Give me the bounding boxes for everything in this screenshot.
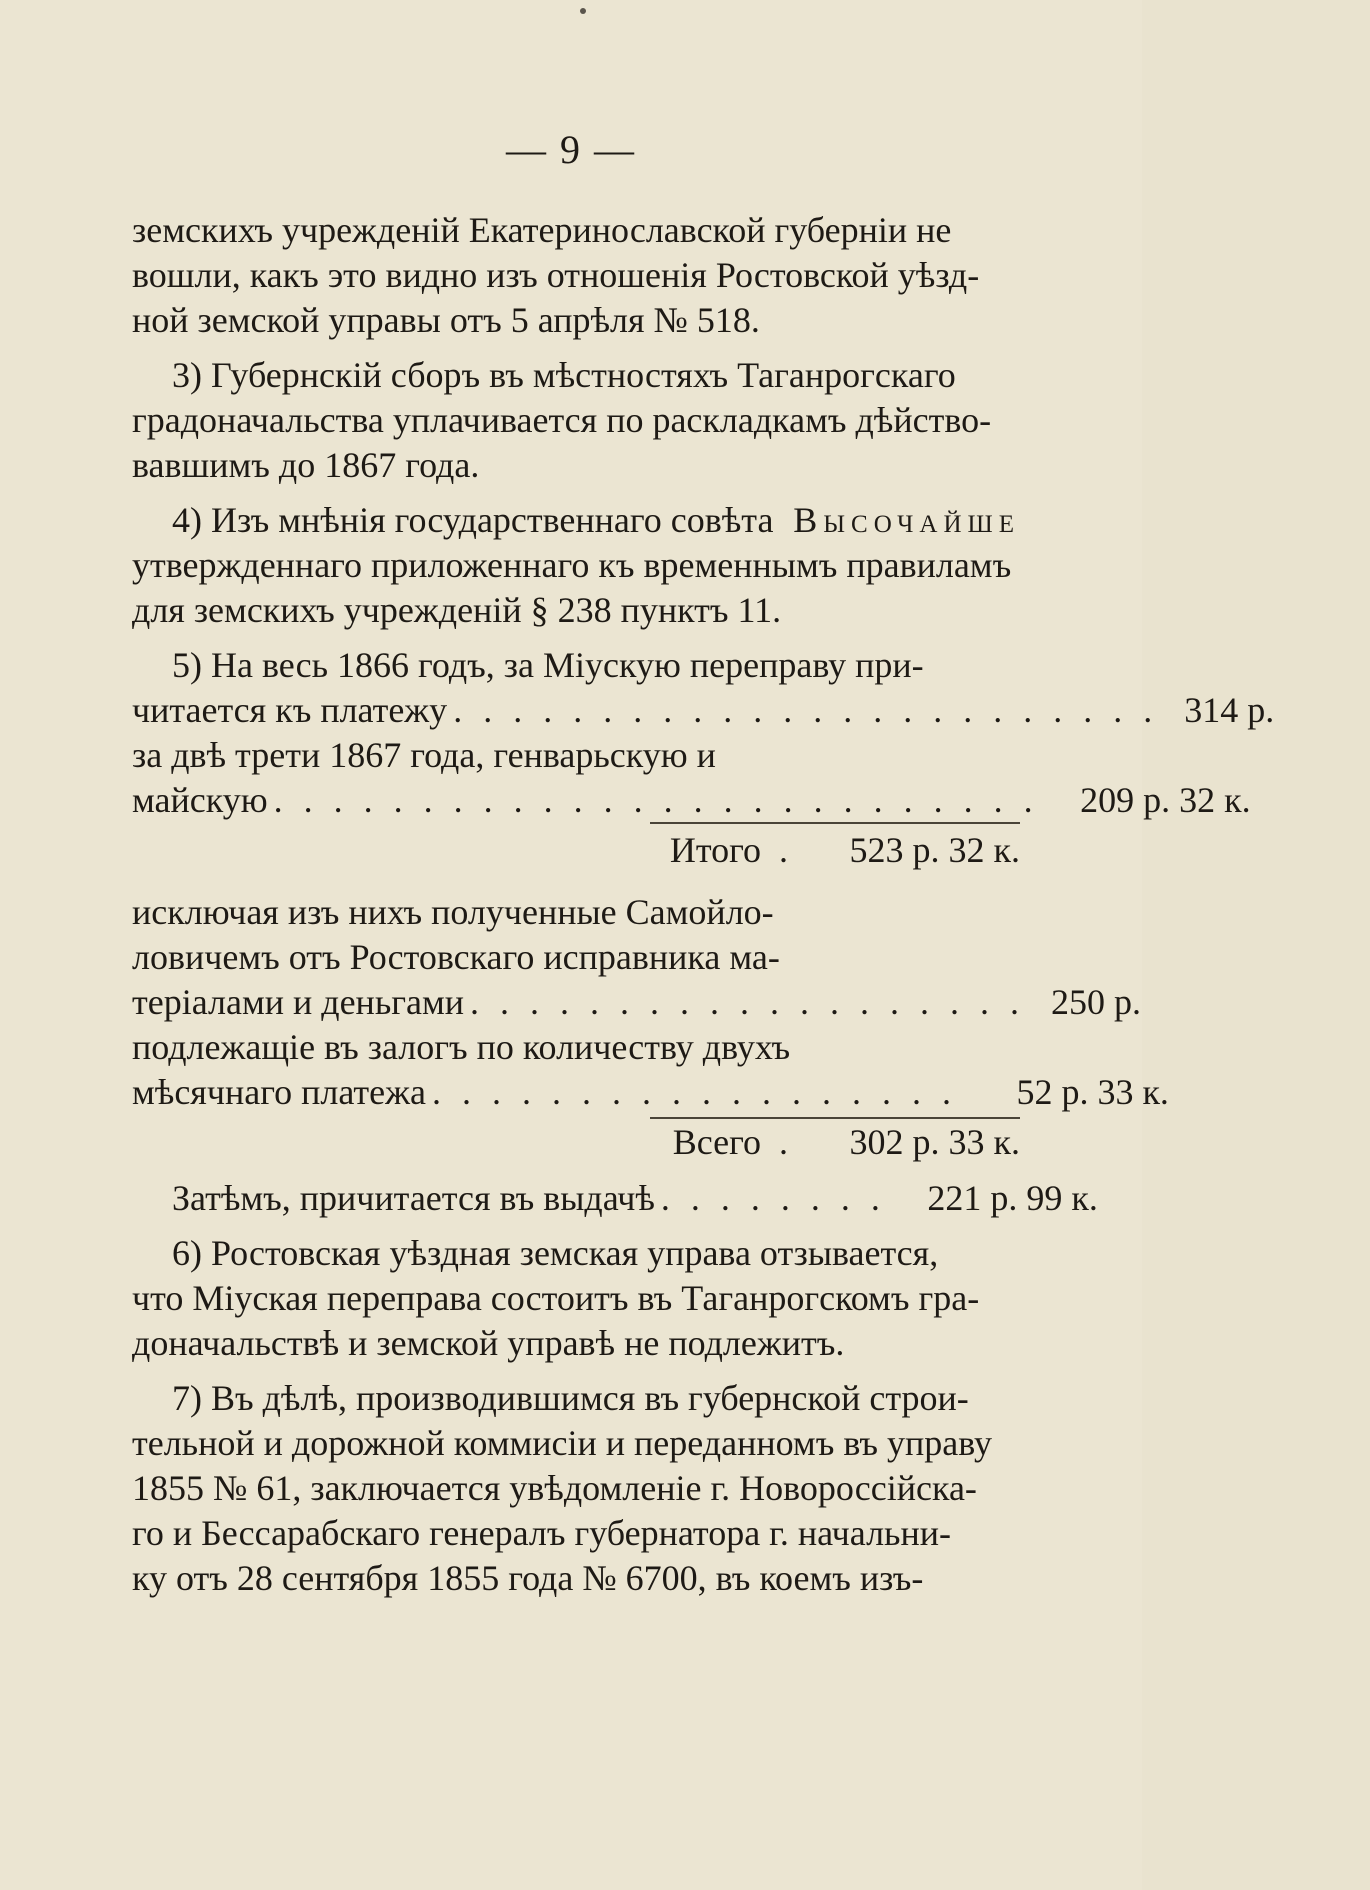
text-line: для земскихъ учрежденій § 238 пунктъ 11. [132, 590, 782, 630]
text-line: земскихъ учрежденій Екатеринославской губерніи не [132, 210, 952, 250]
leader-dots: . . . . . . . . . . . . . . . . . . [431, 1072, 957, 1112]
sum-rule-vsego [650, 1117, 1020, 1119]
text-line: ловичемъ отъ Ростовскаго исправника ма- [132, 937, 780, 977]
text-line: вавшимъ до 1867 года. [132, 445, 480, 485]
payout-row [132, 1176, 1098, 1221]
vsego-dot: . [779, 1122, 788, 1162]
leader-dots: . . . . . . . . . . . . . . . . . . . [470, 982, 1026, 1022]
text-line: 6) Ростовская уѣздная земская управа отзывается, [172, 1233, 939, 1273]
ledger-row [132, 778, 1251, 823]
text-line: исключая изъ нихъ полученные Самойло- [132, 892, 774, 932]
ledger-amount: 209 р. 32 к. [1080, 780, 1251, 820]
itogo-word: Итого [669, 830, 761, 870]
text-line: тельной и дорожной коммисіи и переданномъ въ управу [132, 1423, 993, 1463]
payout-label: Затѣмъ, причитается въ выдачѣ [172, 1178, 655, 1218]
text-line: доначальствѣ и земской управѣ не подлежитъ. [132, 1323, 845, 1363]
payout-amount: 221 р. 99 к. [927, 1178, 1098, 1218]
vsego-amount: 302 р. 33 к. [849, 1122, 1020, 1162]
text-line: что Міуская переправа состоитъ въ Таганрогскомъ гра- [132, 1278, 980, 1318]
itogo-row [132, 823, 1020, 878]
ledger-row [132, 1070, 1169, 1115]
text-line: 1855 № 61, заключается увѣдомленіе г. Новороссійска- [132, 1468, 977, 1508]
leader-dots: . . . . . . . . . . . . . . . . . . . . . . . . [453, 690, 1159, 730]
ledger-row [132, 980, 1142, 1025]
page-number: — 9 — [506, 127, 636, 172]
itogo-dot: . [779, 830, 788, 870]
ledger-amount: 52 р. 33 к. [1016, 1072, 1169, 1112]
ledger-label: майскую [132, 780, 268, 820]
text-line [132, 498, 1020, 543]
text-line: градоначальства уплачивается по раскладкамъ дѣйство- [132, 400, 992, 440]
ledger-label: теріалами и деньгами [132, 982, 465, 1022]
text-line: подлежащіе въ залогъ по количеству двухъ [132, 1027, 791, 1067]
text-line: 7) Въ дѣлѣ, производившимся въ губернской строи- [172, 1378, 969, 1418]
ink-speck [580, 8, 586, 14]
vsego-row [132, 1115, 1020, 1170]
sum-rule-itogo [650, 822, 1020, 824]
para4-start: 4) Изъ мнѣнія государственнаго совѣта [172, 500, 774, 540]
vsego-word: Всего [672, 1122, 761, 1162]
ledger-label: читается къ платежу [132, 690, 448, 730]
leader-dots: . . . . . . . . . . . . . . . . . . . . . . . . . . [273, 780, 1039, 820]
text-line: ку отъ 28 сентября 1855 года № 6700, въ коемъ изъ- [132, 1558, 924, 1598]
text-line: 3) Губернскій сборъ въ мѣстностяхъ Таганрогскаго [172, 355, 956, 395]
text-line-content: за двѣ трети 1867 года, генварьскую и [132, 735, 716, 775]
body-text [132, 208, 1275, 1601]
ledger-amount: 250 р. [1051, 982, 1142, 1022]
vsego-label [673, 1120, 788, 1165]
text-line: 5) На весь 1866 годъ, за Міускую переправу при- [172, 645, 924, 685]
text-line: го и Бессарабскаго генералъ губернатора г. начальни- [132, 1513, 951, 1553]
text-line: утвержденнаго приложеннаго къ временнымъ правиламъ [132, 545, 1012, 585]
text-line: ной земской управы отъ 5 апрѣля № 518. [132, 300, 760, 340]
itogo-label [670, 828, 788, 873]
leader-dots: . . . . . . . . [660, 1178, 886, 1218]
text-line [132, 733, 808, 778]
ledger-amount: 314 р. [1184, 690, 1275, 730]
text-line: вошли, какъ это видно изъ отношенія Ростовской уѣзд- [132, 255, 980, 295]
ledger-row [132, 688, 1275, 733]
ledger-label: мѣсячнаго платежа [132, 1072, 426, 1112]
para4-spaced-word: Высочайше [793, 500, 1020, 540]
itogo-amount: 523 р. 32 к. [849, 830, 1020, 870]
